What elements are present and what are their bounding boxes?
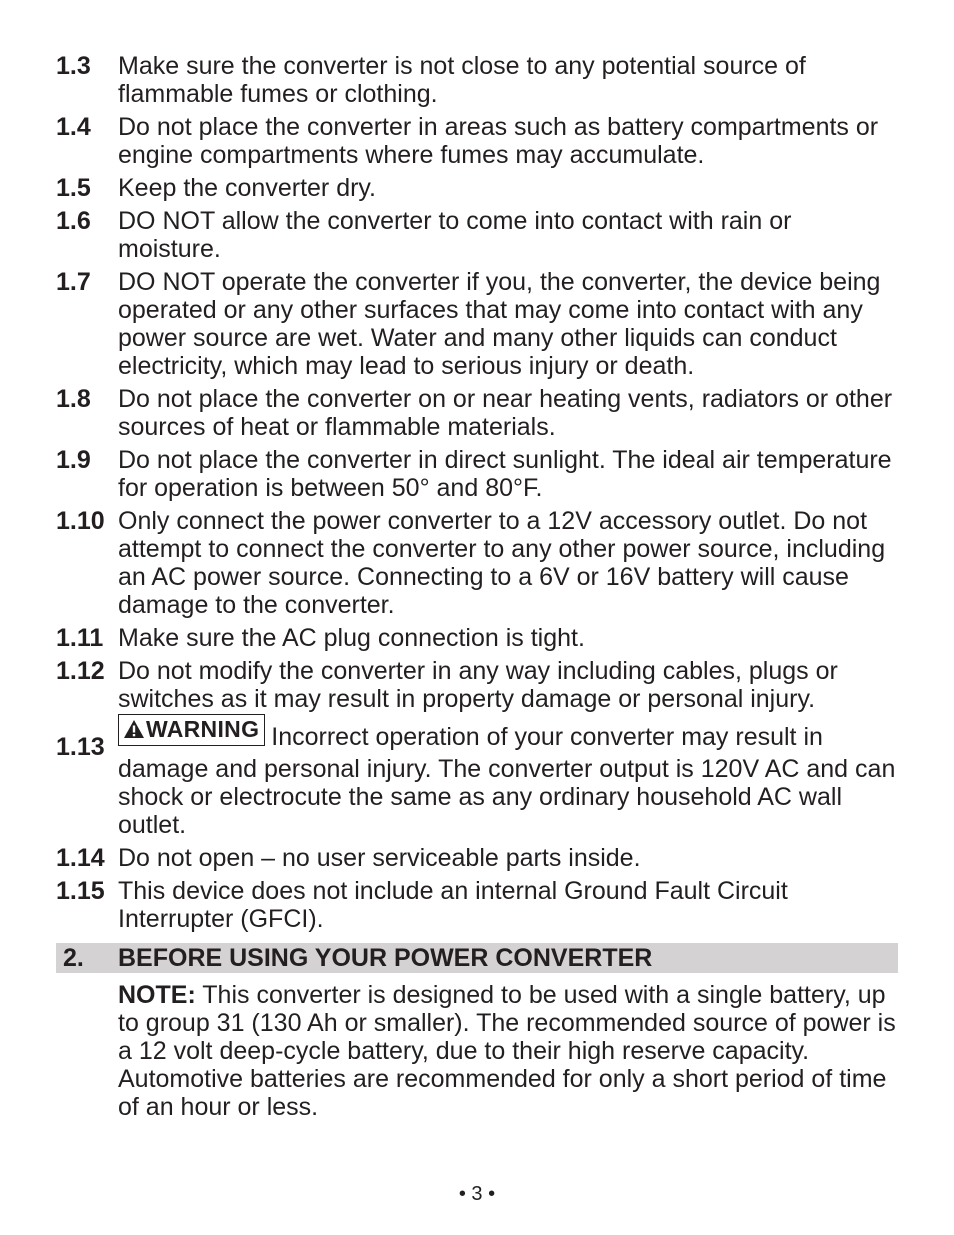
section-title: BEFORE USING YOUR POWER CONVERTER bbox=[118, 944, 653, 972]
item-text: Do not place the converter in areas such as battery compartments or engine compartments where fumes may accumulate. bbox=[118, 113, 879, 169]
item-number: 1.10 bbox=[56, 507, 105, 535]
note-text: This converter is designed to be used with a single battery, up to group 31 (130 Ah or smaller). The recommended source of power is a 12 volt deep-cycle battery, due to their high reserve capacity. Automotive batteries are recommended for only a short period of time of an hour or less. bbox=[118, 981, 896, 1121]
list-item-1-7 bbox=[56, 268, 898, 380]
warning-text: Incorrect operation of your converter may result in damage and personal injury. The converter output is 120V AC and can shock or electrocute the same as any ordinary household AC wall outlet. bbox=[118, 723, 896, 839]
item-text: Make sure the converter is not close to any potential source of flammable fumes or clothing. bbox=[118, 52, 806, 108]
item-number: 1.12 bbox=[56, 657, 105, 685]
list-item-1-11 bbox=[56, 624, 898, 652]
item-text: This device does not include an internal Ground Fault Circuit Interrupter (GFCI). bbox=[118, 877, 788, 933]
list-item-1-13-warning bbox=[56, 716, 898, 839]
list-item-1-8 bbox=[56, 385, 898, 441]
list-item-1-14 bbox=[56, 844, 898, 872]
item-text: DO NOT allow the converter to come into contact with rain or moisture. bbox=[118, 207, 792, 263]
item-text: Do not open – no user serviceable parts inside. bbox=[118, 844, 641, 872]
note-label: NOTE: bbox=[118, 981, 196, 1009]
page-number: • 3 • bbox=[458, 1183, 496, 1205]
item-number: 1.13 bbox=[56, 733, 105, 761]
note-paragraph bbox=[118, 981, 898, 1121]
item-text: DO NOT operate the converter if you, the converter, the device being operated or any other surfaces that may come into contact with any power source are wet. Water and many other liquids can conduct electricity, which may lead to serious injury or death. bbox=[118, 268, 881, 380]
item-number: 1.8 bbox=[56, 385, 91, 413]
item-text: Do not place the converter in direct sunlight. The ideal air temperature for operation is between 50° and 80°F. bbox=[118, 446, 892, 502]
item-number: 1.11 bbox=[56, 624, 104, 652]
item-text bbox=[118, 716, 898, 839]
item-number: 1.3 bbox=[56, 52, 91, 80]
list-item-1-3 bbox=[56, 52, 898, 108]
manual-page bbox=[56, 52, 898, 1121]
item-text: Do not place the converter on or near heating vents, radiators or other sources of heat or flammable materials. bbox=[118, 385, 893, 441]
warning-label: WARNING bbox=[146, 716, 260, 742]
list-item-1-4 bbox=[56, 113, 898, 169]
list-item-1-12 bbox=[56, 657, 898, 713]
item-text: Do not modify the converter in any way including cables, plugs or switches as it may result in property damage or personal injury. bbox=[118, 657, 838, 713]
item-number: 1.7 bbox=[56, 268, 91, 296]
item-number: 1.4 bbox=[56, 113, 91, 141]
list-item-1-5 bbox=[56, 174, 898, 202]
item-text: Make sure the AC plug connection is tight. bbox=[118, 624, 585, 652]
item-text: Keep the converter dry. bbox=[118, 174, 377, 202]
item-text: Only connect the power converter to a 12V accessory outlet. Do not attempt to connect the converter to any other power source, including an AC power source. Connecting to a 6V or 16V battery will cause damage to the converter. bbox=[118, 507, 886, 619]
section-header bbox=[56, 943, 898, 973]
warning-label-box bbox=[118, 714, 265, 746]
item-number: 1.15 bbox=[56, 877, 105, 905]
list-item-1-6 bbox=[56, 207, 898, 263]
warning-triangle-icon bbox=[123, 719, 145, 739]
list-item-1-10 bbox=[56, 507, 898, 619]
item-number: 1.14 bbox=[56, 844, 105, 872]
item-number: 1.9 bbox=[56, 446, 91, 474]
item-number: 1.6 bbox=[56, 207, 91, 235]
section-number: 2. bbox=[63, 944, 84, 972]
list-item-1-15 bbox=[56, 877, 898, 933]
list-item-1-9 bbox=[56, 446, 898, 502]
item-number: 1.5 bbox=[56, 174, 91, 202]
